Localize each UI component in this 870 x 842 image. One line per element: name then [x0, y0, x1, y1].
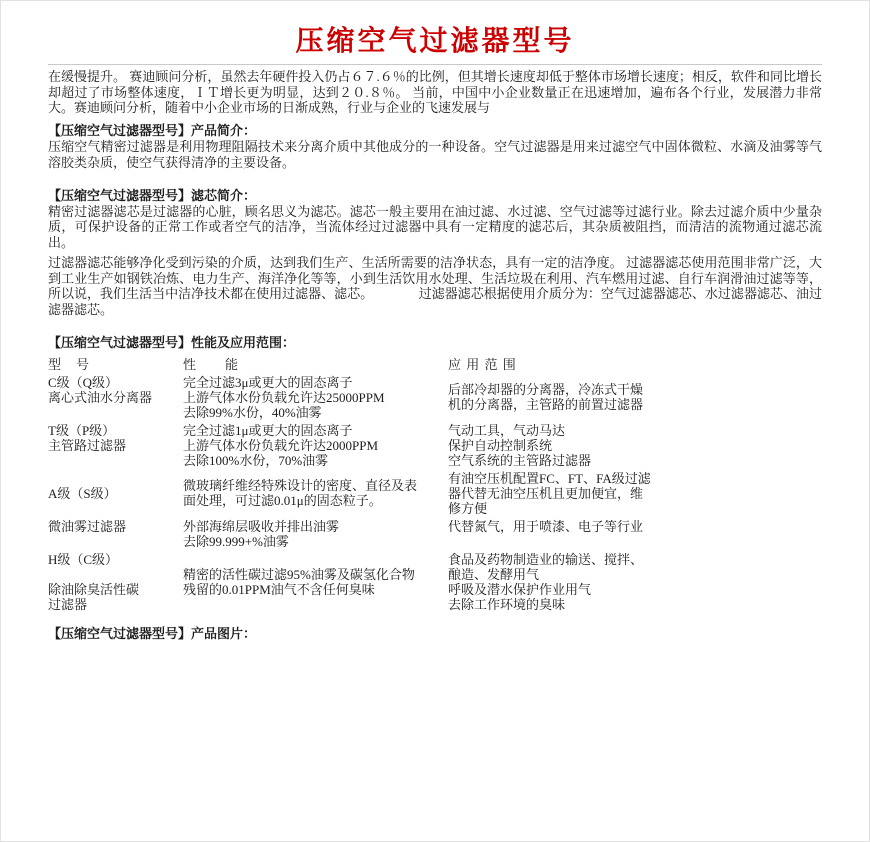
- table-line: 外部海绵层吸收并排出油雾: [183, 518, 340, 534]
- table-line: 有油空压机配置FC、FT、FA级过滤: [448, 470, 651, 486]
- table-cell-application: [448, 519, 822, 549]
- table-line: 去除99.999+%油雾: [183, 533, 289, 549]
- table-line: 代替氮气，用于喷漆、电子等行业: [448, 518, 644, 534]
- table-header-cell-2: [448, 357, 822, 372]
- page-title: 压缩空气过滤器型号: [295, 26, 575, 57]
- table-line: 修方便: [448, 500, 488, 516]
- table-line: 性 能: [183, 356, 240, 372]
- table-line: 离心式油水分离器: [48, 389, 153, 405]
- table-line: 精密的活性碳过滤95%油雾及碳氢化合物: [183, 566, 415, 582]
- table-row: [48, 375, 822, 420]
- table-line: 主管路过滤器: [48, 437, 127, 453]
- table-cell-model: [48, 375, 183, 420]
- table-cell-model: [48, 471, 183, 516]
- intro-paragraph: 在缓慢提升。 赛迪顾问分析，虽然去年硬件投入仍占６７.６％的比例，但其增长速度却低于整体市场增长速度；相反，软件和同比增长却超过了市场整体速度，ＩＴ增长更为明显，达到２０.８％。 当前，中国中小企业数量正在迅速增加，遍布各个行业，发展潜力非常大。赛迪顾问分析，随着中小企业市场的日渐成熟，行业与企业的飞速发展与: [48, 69, 822, 115]
- table-cell-application: [448, 375, 822, 420]
- title-divider: [48, 64, 822, 65]
- table-line: 上游气体水份负载允许达2000PPM: [183, 437, 379, 453]
- table-cell-application: [448, 423, 822, 468]
- table-row: [48, 552, 822, 612]
- table-header-cell-0: [48, 357, 183, 372]
- section-heading-core-intro: 【压缩空气过滤器型号】滤芯简介：: [48, 188, 257, 203]
- table-cell-performance: [183, 375, 448, 420]
- table-header-cell-1: [183, 357, 448, 372]
- table-line: 去除工作环境的臭味: [448, 596, 566, 612]
- table-cell-application: [448, 552, 822, 612]
- document-content: [1, 27, 869, 641]
- table-line: [183, 597, 438, 612]
- table-row: [48, 519, 822, 549]
- table-line: 完全过滤1μ或更大的固态离子: [183, 422, 353, 438]
- table-cell-application: [448, 471, 822, 516]
- table-row: [48, 471, 822, 516]
- table-header-row: [48, 357, 822, 372]
- table-cell-model: [48, 423, 183, 468]
- table-line: 面处理，可过滤0.01μ的固态粒子。: [183, 493, 382, 508]
- product-intro-body: 压缩空气精密过滤器是利用物理阻隔技术来分离介质中其他成分的一种设备。空气过滤器是用来过滤空气中固体微粒、水滴及油雾等气溶胶类杂质，使空气获得清净的主要设备。: [48, 139, 822, 170]
- table-line: 呼吸及潜水保护作业用气: [448, 581, 592, 597]
- table-line: [48, 567, 173, 582]
- table-line: [183, 552, 438, 567]
- table-cell-performance: [183, 471, 448, 516]
- table-line: 过滤器: [48, 596, 88, 612]
- table-line: 保护自动控制系统: [448, 437, 553, 453]
- table-line: A级（S级）: [48, 485, 117, 501]
- table-line: 除油除臭活性碳: [48, 581, 140, 597]
- table-line: 微油雾过滤器: [48, 518, 127, 534]
- section-heading-product-intro: 【压缩空气过滤器型号】产品简介：: [48, 122, 257, 138]
- spec-table: [48, 357, 822, 612]
- table-line: T级（P级）: [48, 422, 116, 438]
- table-line: 气动工具，气动马达: [448, 422, 566, 438]
- table-cell-model: [48, 552, 183, 612]
- core-intro-body-1: 精密过滤器滤芯是过滤器的心脏，顾名思义为滤芯。滤芯一般主要用在油过滤、水过滤、空气过滤等过滤行业。除去过滤介质中少量杂质，可保护设备的正常工作或者空气的洁净，当流体经过过滤器中具有一定精度的滤芯后，其杂质被阻挡，而清洁的流物通过滤芯流出。: [48, 203, 822, 250]
- table-cell-performance: [183, 519, 448, 549]
- table-cell-model: [48, 519, 183, 549]
- table-line: 器代替无油空压机且更加便宜，维: [448, 485, 644, 501]
- table-line: 去除100%水份，70%油雾: [183, 452, 329, 468]
- section-heading-performance: 【压缩空气过滤器型号】性能及应用范围：: [48, 335, 296, 350]
- table-line: C级（Q级）: [48, 374, 119, 390]
- table-row: [48, 423, 822, 468]
- table-line: 去除99%水份，40%油雾: [183, 404, 322, 420]
- table-line: 残留的0.01PPM油气不含任何臭味: [183, 581, 375, 597]
- table-line: 空气系统的主管路过滤器: [448, 452, 592, 468]
- table-line: 微玻璃纤维经特殊设计的密度、直径及表: [183, 478, 418, 493]
- table-cell-performance: [183, 423, 448, 468]
- table-line: 上游气体水份负载允许达25000PPM: [183, 389, 385, 405]
- table-line: 后部冷却器的分离器，冷冻式干燥: [448, 382, 644, 397]
- table-line: 型 号: [48, 356, 91, 372]
- table-line: 食品及药物制造业的输送、搅拌、: [448, 551, 644, 567]
- table-line: 完全过滤3μ或更大的固态离子: [183, 374, 353, 390]
- table-line: 机的分离器，主管路的前置过滤器: [448, 397, 644, 412]
- table-cell-performance: [183, 552, 448, 612]
- table-line: 应 用 范 围: [448, 356, 517, 372]
- table-line: H级（C级）: [48, 551, 119, 567]
- core-intro-body-2: 过滤器滤芯能够净化受到污染的介质，达到我们生产、生活所需要的洁净状态，具有一定的洁净度。 过滤器滤芯使用范围非常广泛，大到工业生产如钢铁冶炼、电力生产、海洋净化等等，小到生活饮用水处理、生活垃圾在利用、汽车燃用过滤、自行车润滑油过滤等等，所以说，我们生活当中洁净技术都在使用过滤器、滤芯。 过滤器滤芯根据使用介质分为：空气过滤器滤芯、水过滤器滤芯、油过滤器滤芯。: [48, 255, 822, 317]
- table-line: 酿造、发酵用气: [448, 566, 540, 582]
- section-heading-product-image: 【压缩空气过滤器型号】产品图片：: [48, 625, 257, 641]
